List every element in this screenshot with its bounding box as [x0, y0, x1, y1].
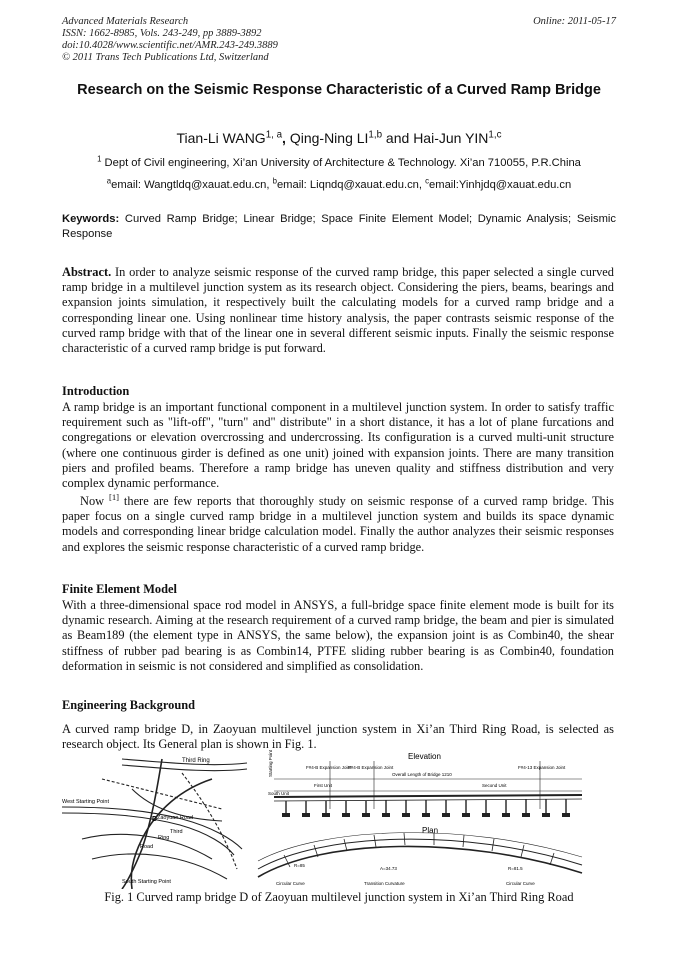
- section-heading-engineering: Engineering Background: [62, 698, 195, 712]
- plan-label: R=85: [294, 863, 305, 868]
- keywords: [62, 212, 616, 242]
- author-affil-mark: 1,b: [368, 129, 383, 141]
- author-name: Qing-Ning LI: [289, 130, 369, 146]
- author-name: Tian-Li WANG: [176, 130, 266, 146]
- map-label: Ring: [158, 835, 170, 841]
- author-name: Hai-Jun YIN: [413, 130, 489, 146]
- author-separator: ,: [282, 130, 290, 146]
- intro-p2-text: there are few reports that thoroughly study on seismic response of a curved ramp bridge. This paper focus on a single curved ramp bridge in a multilevel junction system and builds its space dynamic models and corresponding linear bridge calculation model. Finally the author analyzes their seismic responses and explores the seismic response characteristic of a curved ramp bridge.: [62, 494, 614, 554]
- email-link[interactable]: email:Yinhjdq@xauat.edu.cn: [429, 179, 572, 191]
- elevation-label: Second Unit: [482, 783, 507, 788]
- elevation-label: First Unit: [314, 783, 332, 788]
- figure-caption: Fig. 1 Curved ramp bridge D of Zaoyuan multilevel junction system in Xi’an Third Ring Road: [104, 890, 574, 904]
- paper-title: Research on the Seismic Response Characteristic of a Curved Ramp Bridge: [77, 82, 601, 98]
- copyright: © 2011 Trans Tech Publications Ltd, Switzerland: [62, 52, 269, 63]
- plan-label: R=81.5: [508, 866, 523, 871]
- online-date: Online: 2011-05-17: [533, 16, 616, 27]
- plan-label: Circular Curve: [506, 881, 535, 886]
- plan-label: A=34.73: [380, 866, 397, 871]
- intro-p2-lead: Now: [80, 494, 109, 508]
- section-heading-introduction: Introduction: [62, 384, 130, 398]
- map-label: Zaoyuan Road: [157, 815, 194, 821]
- author-affil-mark: 1,c: [488, 129, 502, 141]
- map-label: Road: [140, 844, 154, 850]
- map-label: South Starting Point: [122, 879, 171, 885]
- affiliation-text: Dept of Civil engineering, Xi’an University of Architecture & Technology. Xi’an 710055, P.R.China: [104, 157, 581, 169]
- elevation-label: Overall Length of Bridge 1210: [392, 772, 452, 777]
- author-separator: and: [382, 130, 414, 146]
- journal-header: [62, 16, 278, 64]
- elevation-label: F#4-13 Expansion Joint: [518, 765, 566, 770]
- map-label: Third: [170, 829, 183, 835]
- plan-label: Transition Curvature: [364, 881, 405, 886]
- figure-1: [62, 749, 616, 889]
- elevation-title: Elevation: [408, 752, 441, 761]
- email-link[interactable]: email: Liqndq@xauat.edu.cn,: [276, 179, 426, 191]
- elevation-label: Starting Point: [268, 749, 273, 777]
- keywords-text: Curved Ramp Bridge; Linear Bridge; Space Finite Element Model; Dynamic Analysis; Seismic Response: [62, 213, 616, 240]
- affiliation-mark: 1: [97, 154, 102, 164]
- plan-title: Plan: [422, 826, 439, 835]
- abstract-label: Abstract.: [62, 265, 112, 279]
- doi: doi:10.4028/www.scientific.net/AMR.243-249.3889: [62, 40, 278, 51]
- engineering-paragraph: A curved ramp bridge D, in Zaoyuan multilevel junction system in Xi’an Third Ring Road, is selected as research object. Its General plan is shown in Fig. 1.: [62, 722, 614, 752]
- journal-name: Advanced Materials Research: [62, 16, 189, 27]
- elevation-label: F#4-B Expansion Joint: [306, 765, 352, 770]
- citation-ref: [1]: [108, 491, 120, 502]
- section-heading-fem: Finite Element Model: [62, 582, 177, 596]
- issn: ISSN: 1662-8985, Vols. 243-249, pp 3889-3892: [62, 28, 262, 39]
- abstract-text: In order to analyze seismic response of the curved ramp bridge, this paper selected a single curved ramp bridge in a multilevel junction system as its research object. Considering the piers, beams, bearings and expansion joints simulation, it respectively built the calculating models for a curved ramp bridge and a corresponding linear one. Using nonlinear time history analysis, the paper contrasts seismic response of the curved ramp bridge with that of the linear one in several different seismic inputs. Finally the seismic response characteristic of a curved ramp bridge is put forward.: [62, 265, 614, 356]
- fem-paragraph: With a three-dimensional space rod model in ANSYS, a full-bridge space finite element mode is built for its dynamic research. Aiming at the research requirement of a curved ramp bridge, the beam and pier is simulated as Beam189 (the element type in ANSYS, the same below), the expansion joint is as Combin40, the shear stiffness of rubber pad bearing is as Combin14, PTFE sliding rubber bearing is as Combin40, foundation deformation in seismic is not considered and simplified as consolidation.: [62, 598, 614, 673]
- email-link[interactable]: email: Wangtldq@xauat.edu.cn,: [111, 179, 273, 191]
- affiliation: [62, 156, 616, 170]
- elevation-label: South Unit: [268, 791, 290, 796]
- map-label: D: [152, 816, 158, 823]
- keywords-label: Keywords:: [62, 213, 120, 225]
- email-mark: b: [272, 176, 277, 186]
- intro-paragraph-2: [62, 491, 614, 555]
- map-label: Third Ring: [182, 758, 210, 764]
- email-mark: c: [425, 176, 430, 186]
- author-list: [62, 129, 616, 147]
- abstract: [62, 265, 614, 356]
- junction-map: [62, 759, 247, 889]
- email-line: [62, 178, 616, 192]
- map-label: West Starting Point: [62, 799, 109, 805]
- elevation-label: F#4-B Expansion Joint: [348, 765, 394, 770]
- email-mark: a: [106, 176, 112, 186]
- plan-label: Circular Curve: [276, 881, 305, 886]
- intro-paragraph-1: A ramp bridge is an important functional component in a multilevel junction system. In order to satisfy traffic requirement such as "lift-off", "turn" and" distribute" in a short distance, it has a lot of plane furcations and congregations or elevation overcrossing and undercrossing. Its configuration is a curved multi-unit structure (where one continuous girder is defined as one unit) joined with expansion joints. There are many transition piers and profiled beams. Therefore a ramp bridge has uneven quality and stiffness distribution and very complex dynamic performance.: [62, 400, 614, 491]
- author-affil-mark: 1, a: [265, 129, 283, 141]
- plan-drawing: [258, 833, 582, 877]
